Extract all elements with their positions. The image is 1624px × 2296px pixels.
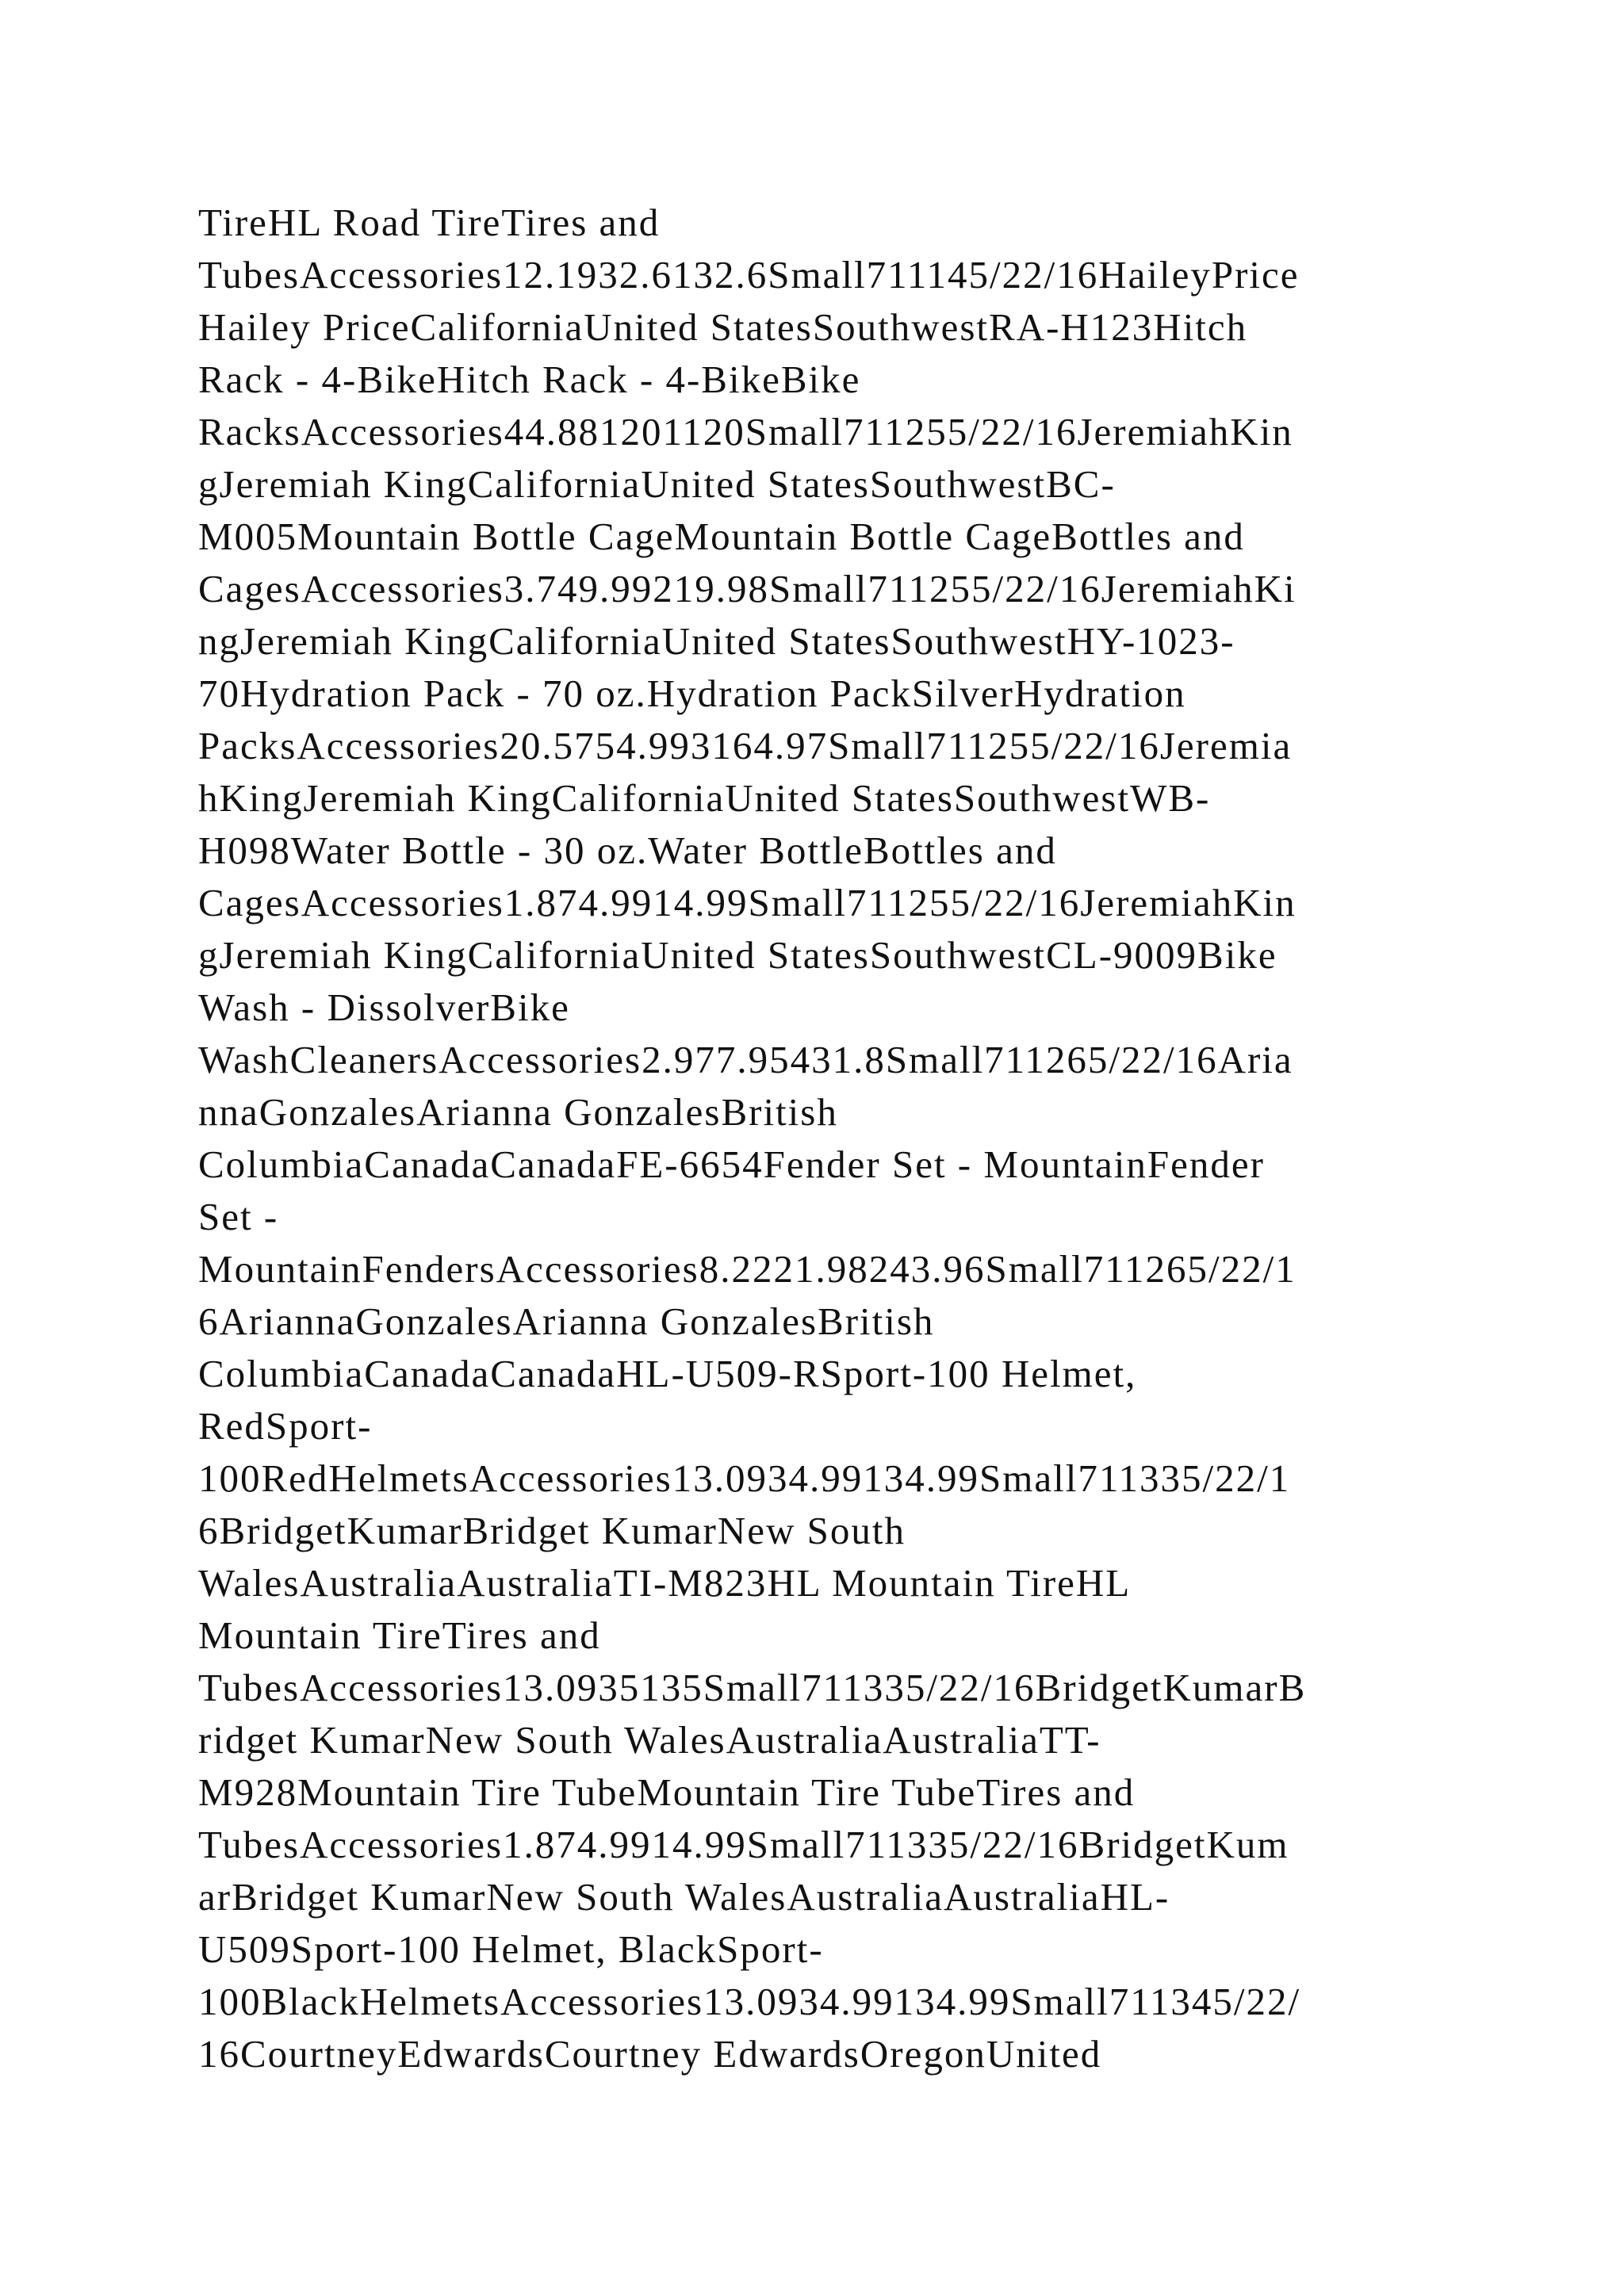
- text-line-2: TubesAccessories12.1932.6132.6Small711145/22/16HaileyPrice: [198, 253, 1300, 297]
- text-line-28: Mountain TireTires and: [198, 1613, 601, 1657]
- text-line-13: H098Water Bottle - 30 oz.Water BottleBottles and: [198, 828, 1057, 872]
- text-line-21: MountainFendersAccessories8.2221.98243.96Small711265/22/1: [198, 1247, 1297, 1291]
- text-line-16: Wash - DissolverBike: [198, 985, 570, 1029]
- text-line-22: 6AriannaGonzalesArianna GonzalesBritish: [198, 1299, 935, 1343]
- text-line-26: 6BridgetKumarBridget KumarNew South: [198, 1509, 906, 1552]
- text-line-32: TubesAccessories1.874.9914.99Small711335/22/16BridgetKum: [198, 1823, 1289, 1866]
- text-line-4: Rack - 4-BikeHitch Rack - 4-BikeBike: [198, 358, 861, 401]
- text-line-29: TubesAccessories13.0935135Small711335/22/16BridgetKumarB: [198, 1666, 1307, 1709]
- text-line-24: RedSport-: [198, 1404, 373, 1448]
- text-line-3: Hailey PriceCaliforniaUnited StatesSouthwestRA-H123Hitch: [198, 305, 1248, 349]
- text-line-36: 16CourtneyEdwardsCourtney EdwardsOregonUnited: [198, 2032, 1102, 2076]
- text-line-1: TireHL Road TireTires and: [198, 201, 661, 244]
- text-line-20: Set -: [198, 1195, 279, 1238]
- text-line-7: M005Mountain Bottle CageMountain Bottle CageBottles and: [198, 515, 1245, 558]
- text-line-18: nnaGonzalesArianna GonzalesBritish: [198, 1090, 838, 1134]
- text-line-30: ridget KumarNew South WalesAustraliaAustraliaTT-: [198, 1718, 1101, 1762]
- text-line-25: 100RedHelmetsAccessories13.0934.99134.99Small711335/22/1: [198, 1456, 1291, 1500]
- text-line-12: hKingJeremiah KingCaliforniaUnited StatesSouthwestWB-: [198, 776, 1211, 820]
- text-line-5: RacksAccessories44.881201120Small711255/22/16JeremiahKin: [198, 410, 1293, 453]
- text-line-34: U509Sport-100 Helmet, BlackSport-: [198, 1927, 824, 1971]
- text-line-33: arBridget KumarNew South WalesAustraliaAustraliaHL-: [198, 1875, 1170, 1919]
- document-text-block: [198, 197, 1435, 2080]
- text-line-27: WalesAustraliaAustraliaTI-M823HL Mountain TireHL: [198, 1561, 1132, 1605]
- text-line-31: M928Mountain Tire TubeMountain Tire TubeTires and: [198, 1770, 1136, 1814]
- text-line-11: PacksAccessories20.5754.993164.97Small711255/22/16Jeremia: [198, 724, 1293, 767]
- text-line-10: 70Hydration Pack - 70 oz.Hydration PackSilverHydration: [198, 672, 1186, 715]
- text-line-8: CagesAccessories3.749.99219.98Small711255/22/16JeremiahKi: [198, 567, 1297, 610]
- text-line-15: gJeremiah KingCaliforniaUnited StatesSouthwestCL-9009Bike: [198, 933, 1277, 977]
- text-line-19: ColumbiaCanadaCanadaFE-6654Fender Set - MountainFender: [198, 1142, 1265, 1186]
- text-line-14: CagesAccessories1.874.9914.99Small711255/22/16JeremiahKin: [198, 881, 1297, 924]
- text-line-35: 100BlackHelmetsAccessories13.0934.99134.99Small711345/22/: [198, 1980, 1301, 2023]
- text-line-6: gJeremiah KingCaliforniaUnited StatesSouthwestBC-: [198, 462, 1116, 506]
- text-line-9: ngJeremiah KingCaliforniaUnited StatesSouthwestHY-1023-: [198, 619, 1235, 663]
- text-line-17: WashCleanersAccessories2.977.95431.8Small711265/22/16Aria: [198, 1038, 1293, 1081]
- text-line-23: ColumbiaCanadaCanadaHL-U509-RSport-100 Helmet,: [198, 1352, 1137, 1395]
